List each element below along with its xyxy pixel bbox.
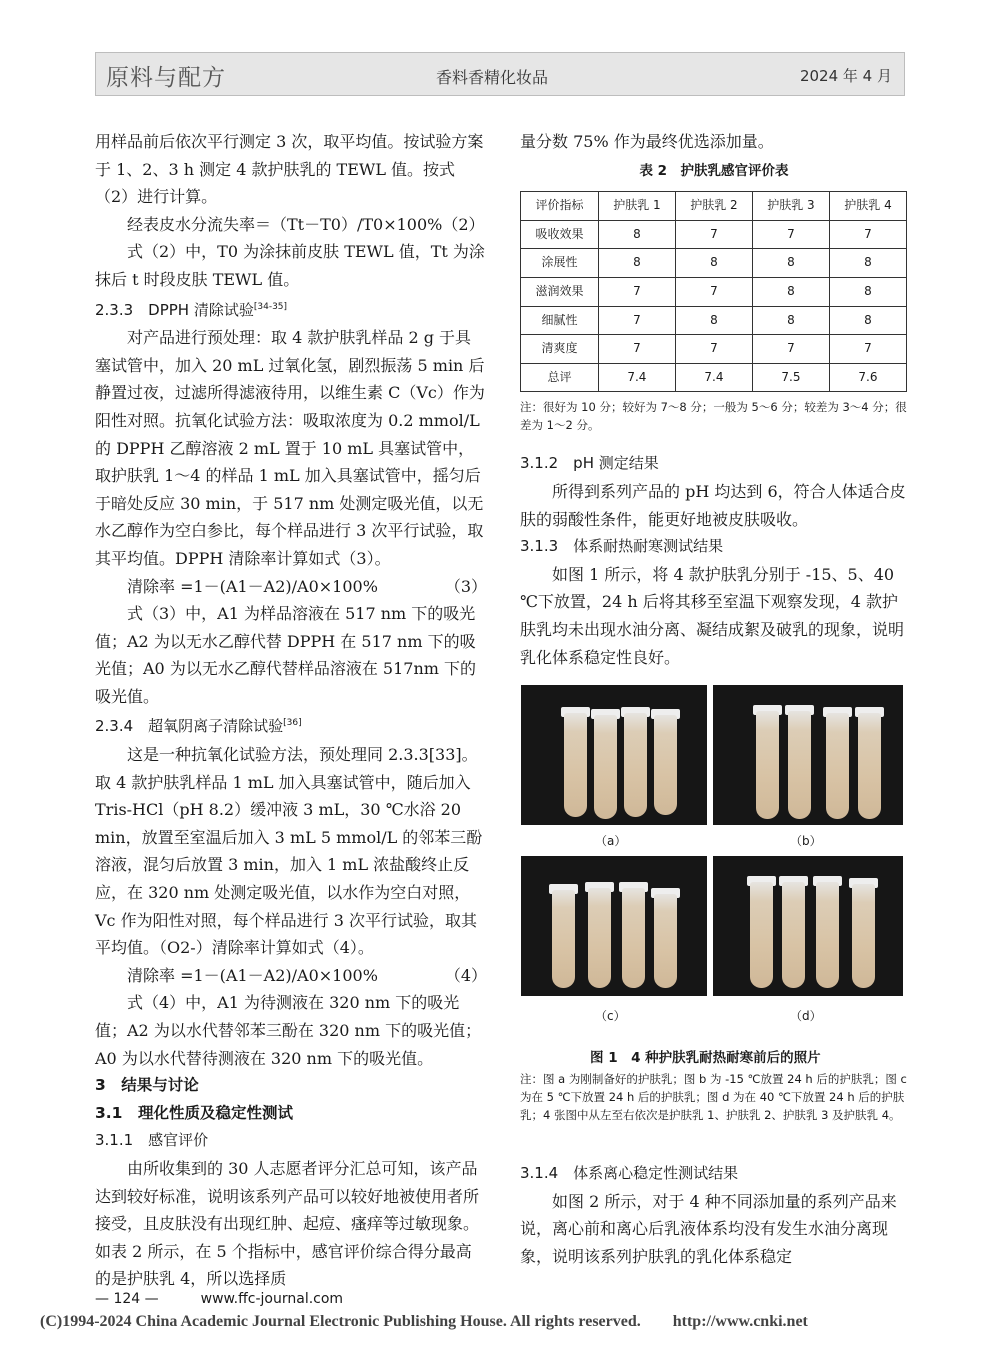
table-body [521, 220, 907, 392]
table-cell: 总评 [521, 363, 599, 392]
page-footer: — 124 — www.ffc-journal.com [95, 1291, 344, 1307]
heading-3-1: 3.1 理化性质及稳定性测试 [95, 1103, 293, 1122]
paragraph: 对产品进行预处理：取 4 款护肤乳样品 2 g 于具塞试管中，加入 20 mL 过氧化氢，剧烈振荡 5 min 后静置过夜，过滤所得滤液待用，以维生素 C（Vc）作为阳性对照。抗氧化试验方法：吸取浓度为 0.2 mmol/L 的 DPPH 乙醇溶液 2 mL 置于 10 mL 具塞试管中，取护肤乳 1～4 的样品 1 mL 加入具塞试管中，摇匀后于暗处反应 30 min，于 517 nm 处测定吸光值，以无水乙醇作为空白参比，每个样品进行 3 次平行试验，取其平均值。DPPH 清除率计算如式（3）。 [95, 328, 485, 568]
table-cell: 涂展性 [521, 249, 599, 278]
heading-3-1-4: 3.1.4 体系离心稳定性测试结果 [520, 1164, 739, 1182]
table-header-cell: 护肤乳 1 [598, 192, 675, 221]
photo-label-d: （d） [790, 1009, 822, 1023]
table-cell: 8 [829, 306, 906, 335]
photo-b [713, 685, 903, 825]
table-cell: 8 [675, 306, 752, 335]
photo-a [521, 685, 707, 825]
table-header-cell: 评价指标 [521, 192, 599, 221]
equation-2: 经表皮水分流失率＝（Tt－T0）/T0×100%（2） [127, 214, 485, 234]
table-cell: 细腻性 [521, 306, 599, 335]
table-row [521, 220, 907, 249]
table-cell: 8 [598, 220, 675, 249]
paragraph: 所得到系列产品的 pH 均达到 6，符合人体适合皮肤的弱酸性条件，能更好地被皮肤吸收。 [520, 481, 906, 529]
table-cell: 7 [829, 220, 906, 249]
paragraph: 由所收集到的 30 人志愿者评分汇总可知，该产品达到较好标准，说明该系列产品可以较好地被使用者所接受，且皮肤没有出现红肿、起痘、瘙痒等过敏现象。如表 2 所示，在 5 个指标中，感官评价综合得分最高的是护肤乳 4，所以选择质 [95, 1158, 480, 1289]
table-cell: 7.5 [752, 363, 829, 392]
table-cell: 7 [598, 335, 675, 364]
heading-2-3-4 [95, 710, 487, 741]
photo-label-a: （a） [595, 834, 627, 848]
photo-label-c: （c） [595, 1009, 626, 1023]
equation-4 [95, 962, 487, 990]
table-header-cell: 护肤乳 3 [752, 192, 829, 221]
issue-date: 2024 年 4 月 [799, 67, 892, 85]
citation: [34-35] [253, 301, 288, 312]
table-cell: 8 [752, 277, 829, 306]
table-cell: 7.4 [598, 363, 675, 392]
table-header-cell: 护肤乳 2 [675, 192, 752, 221]
table-row [521, 249, 907, 278]
equation-body: 清除率 =1－(A1－A2)/A0×100% [127, 965, 378, 985]
heading-text: 2.3.3 DPPH 清除试验 [95, 300, 254, 319]
table-row [521, 306, 907, 335]
figure-caption: 图 1 4 种护肤乳耐热耐寒前后的照片 [590, 1050, 821, 1066]
table-note: 注：很好为 10 分；较好为 7～8 分；一般为 5～6 分；较差为 3～4 分；很差为 1～2 分。 [520, 400, 907, 433]
table-header-row [521, 192, 907, 221]
paragraph: 如图 1 所示，将 4 款护肤乳分别于 -15、5、40 ℃下放置，24 h 后将其移至室温下观察发现，4 款护肤乳均未出现水油分离、凝结成絮及破乳的现象，说明乳化体系稳定性良好。 [520, 564, 905, 667]
photo-c [521, 856, 707, 996]
table-cell: 8 [675, 249, 752, 278]
citation: [36] [283, 718, 302, 729]
paragraph: 这是一种抗氧化试验方法，预处理同 2.3.3[33]。取 4 款护肤乳样品 1 mL 加入具塞试管中，随后加入 Tris-HCl（pH 8.2）缓冲液 3 mL，30 ℃水浴 20 min，放置至室温后加入 3 mL 5 mmol/L 的邻苯三酚溶液，混匀后放置 3 min，加入 1 mL 浓盐酸终止反应，在 320 nm 处测定吸光值，以水作为空白对照，Vc 作为阳性对照，每个样品进行 3 次平行试验，取其平均值。（O2-）清除率计算如式（4）。 [95, 745, 483, 958]
table-cell: 7 [752, 335, 829, 364]
table-cell: 8 [829, 277, 906, 306]
paragraph: 用样品前后依次平行测定 3 次，取平均值。按试验方案于 1、2、3 h 测定 4 款护肤乳的 TEWL 值。按式（2）进行计算。 [95, 132, 484, 207]
table-cell: 7.4 [675, 363, 752, 392]
table-header-cell: 护肤乳 4 [829, 192, 906, 221]
paragraph: 式（2）中，T0 为涂抹前皮肤 TEWL 值，Tt 为涂抹后 t 时段皮肤 TEWL 值。 [95, 242, 485, 289]
table-cell: 8 [752, 249, 829, 278]
equation-3 [95, 573, 487, 601]
heading-3: 3 结果与讨论 [95, 1076, 199, 1095]
right-column-bottom [520, 1160, 908, 1270]
table-cell: 吸收效果 [521, 220, 599, 249]
paragraph: 量分数 75% 作为最终优选添加量。 [520, 132, 774, 151]
table-cell: 7 [675, 277, 752, 306]
table-row [521, 277, 907, 306]
table-cell: 7 [829, 335, 906, 364]
equation-number: （3） [444, 576, 487, 596]
paragraph: 式（4）中，A1 为待测液在 320 nm 下的吸光值；A2 为以水代替邻苯三酚在 320 nm 下的吸光值；A0 为以水代替待测液在 320 nm 下的吸光值。 [95, 993, 482, 1068]
equation-number: （4） [444, 965, 487, 985]
running-header [95, 52, 905, 96]
heading-3-1-2: 3.1.2 pH 测定结果 [520, 454, 659, 473]
sensory-table [520, 191, 907, 392]
table-cell: 7 [598, 306, 675, 335]
heading-3-1-3: 3.1.3 体系耐热耐寒测试结果 [520, 537, 724, 556]
photo-d [713, 856, 903, 996]
section-label: 原料与配方 [106, 65, 226, 91]
heading-3-1-1: 3.1.1 感官评价 [95, 1131, 209, 1150]
paragraph: 式（3）中，A1 为样品溶液在 517 nm 下的吸光值；A2 为以无水乙醇代替 DPPH 在 517 nm 下的吸光值；A0 为以无水乙醇代替样品溶液在 517nm 下的吸光值。 [95, 604, 477, 706]
table-cell: 8 [752, 306, 829, 335]
table-cell: 8 [829, 249, 906, 278]
heading-text: 2.3.4 超氧阴离子清除试验 [95, 717, 284, 736]
equation-body: 清除率 =1－(A1－A2)/A0×100% [127, 576, 378, 596]
table-cell: 7 [752, 220, 829, 249]
table-cell: 7.6 [829, 363, 906, 392]
table-row [521, 363, 907, 392]
table-cell: 8 [598, 249, 675, 278]
heading-2-3-3 [95, 294, 487, 325]
table-cell: 7 [675, 220, 752, 249]
paragraph: 如图 2 所示，对于 4 种不同添加量的系列产品来说，离心前和离心后乳液体系均没有发生水油分离现象，说明该系列护肤乳的乳化体系稳定 [520, 1191, 897, 1266]
table-cell: 7 [675, 335, 752, 364]
table-cell: 7 [598, 277, 675, 306]
table-row [521, 335, 907, 364]
table-cell: 滋润效果 [521, 277, 599, 306]
right-column-top [520, 128, 908, 671]
table-caption: 表 2 护肤乳感官评价表 [639, 162, 789, 179]
copyright-line: (C)1994-2024 China Academic Journal Electronic Publishing House. All rights reserved. http://www.cnki.net [40, 1313, 808, 1330]
photo-label-b: （b） [790, 834, 822, 848]
journal-name: 香料香精化妆品 [436, 68, 549, 87]
left-column [95, 128, 487, 1293]
figure-note: 注：图 a 为刚制备好的护肤乳；图 b 为 -15 ℃放置 24 h 后的护肤乳；图 c 为在 5 ℃下放置 24 h 后的护肤乳；图 d 为在 40 ℃下放置 24 h 后的护肤乳；4 张图中从左至右依次是护肤乳 1、护肤乳 2、护肤乳 3 及护肤乳 4。 [520, 1072, 907, 1122]
table-cell: 清爽度 [521, 335, 599, 364]
